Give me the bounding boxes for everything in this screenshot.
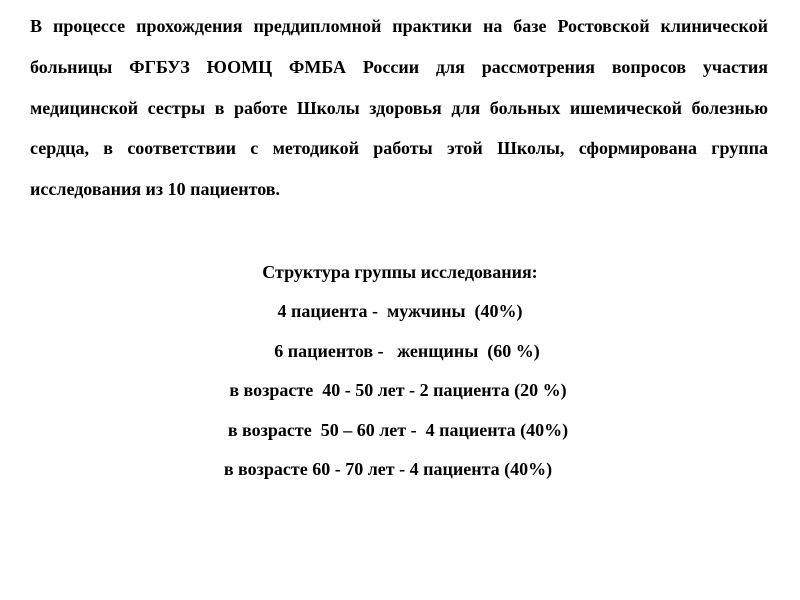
list-item-women: 6 пациентов - женщины (60 %) (274, 340, 540, 361)
list-item-men: 4 пациента - мужчины (40%) (277, 301, 523, 321)
list-item-age-40-50: в возрасте 40 - 50 лет - 2 пациента (20 %) (229, 380, 567, 401)
group-structure-heading: Структура группы исследования: (262, 262, 538, 282)
group-structure-list (0, 292, 800, 490)
list-item-age-50-60: в возрасте 50 – 60 лет - 4 пациента (40%) (227, 419, 569, 440)
list-item-age-60-70: в возрасте 60 - 70 лет - 4 пациента (40%) (223, 459, 553, 480)
intro-paragraph: В процессе прохождения преддипломной практики на базе Ростовской клинической больницы ФГБУЗ ЮОМЦ ФМБА России для рассмотрения вопросов участия медицинской сестры в работе Школы здоровья для больных ишемической болезнью сердца, в соответствии с методикой работы этой Школы, сформирована группа исследования из 10 пациентов. (30, 16, 768, 200)
